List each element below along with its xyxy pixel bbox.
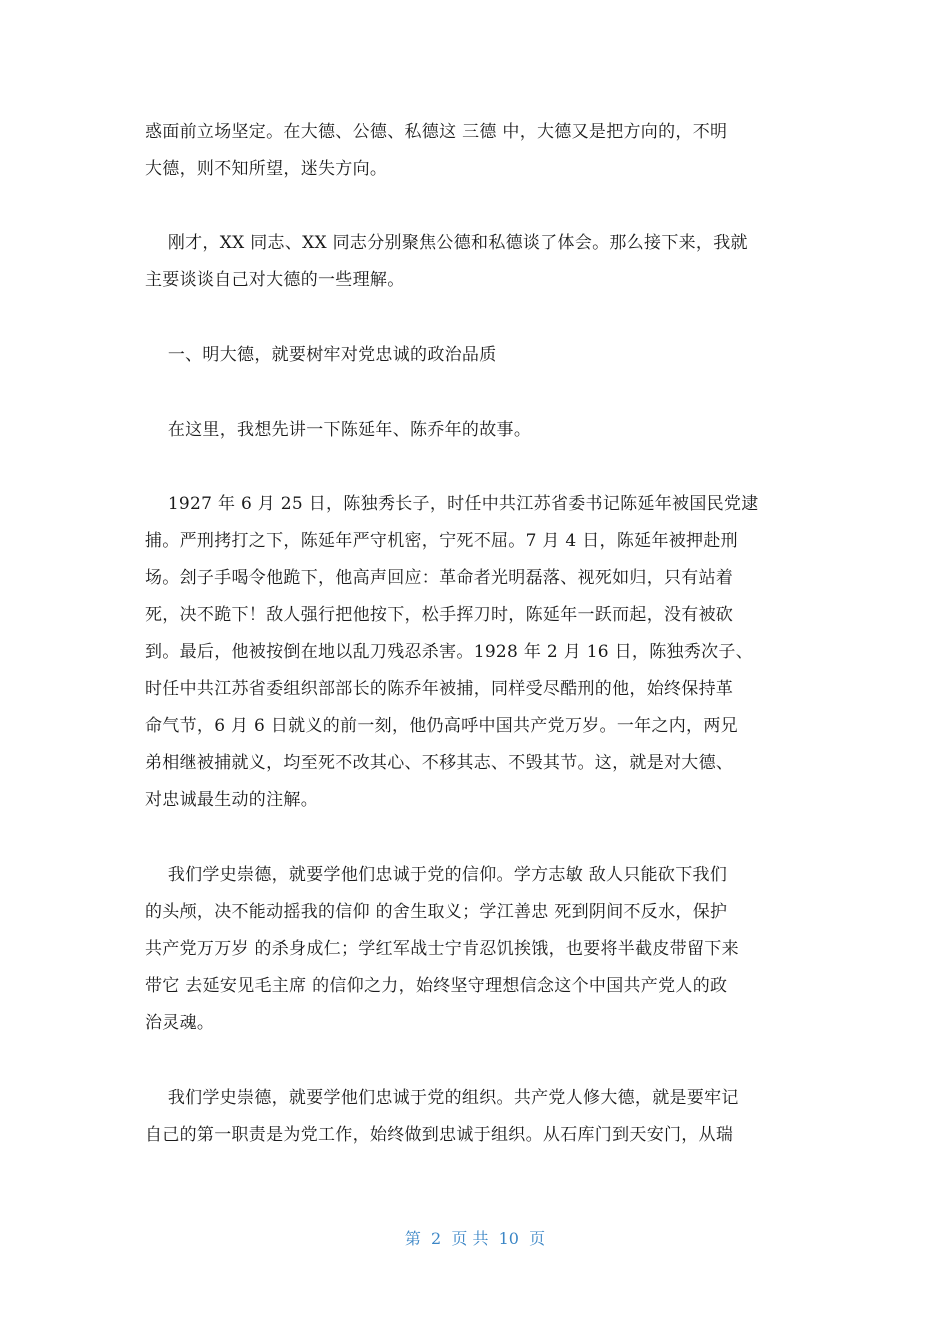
text-line: 对忠诚最生动的注解。	[145, 790, 318, 810]
text-line: 1927 年 6 月 25 日，陈独秀长子，时任中共江苏省委书记陈延年被国民党逮	[145, 494, 759, 514]
text-line: 死，决不跪下！敌人强行把他按下，松手挥刀时，陈延年一跃而起，没有被砍	[145, 605, 734, 625]
text-line: 主要谈谈自己对大德的一些理解。	[145, 270, 405, 290]
text-line: 惑面前立场坚定。在大德、公德、私德这 三德 中，大德又是把方向的，不明	[145, 122, 728, 142]
text-line: 场。刽子手喝令他跪下，他高声回应：革命者光明磊落、视死如归，只有站着	[145, 568, 734, 588]
text-line: 共产党万万岁 的杀身成仁；学红军战士宁肯忍饥挨饿，也要将半截皮带留下来	[145, 939, 739, 959]
text-line: 时任中共江苏省委组织部部长的陈乔年被捕，同样受尽酷刑的他，始终保持革	[145, 679, 734, 699]
page-number-footer: 第 2 页 共 10 页	[404, 1229, 546, 1248]
text-line: 刚才，XX 同志、XX 同志分别聚焦公德和私德谈了体会。那么接下来，我就	[145, 233, 748, 253]
text-line: 在这里，我想先讲一下陈延年、陈乔年的故事。	[145, 420, 532, 440]
text-line: 到。最后，他被按倒在地以乱刀残忍杀害。1928 年 2 月 16 日，陈独秀次子、	[145, 642, 754, 662]
text-line: 弟相继被捕就义，均至死不改其心、不移其志、不毁其节。这，就是对大德、	[145, 753, 734, 773]
text-line: 带它 去延安见毛主席 的信仰之力，始终坚守理想信念这个中国共产党人的政	[145, 976, 728, 996]
text-line: 我们学史崇德，就要学他们忠诚于党的信仰。学方志敏 敌人只能砍下我们	[145, 865, 728, 885]
text-line: 的头颅，决不能动摇我的信仰 的舍生取义；学江善忠 死到阴间不反水，保护	[145, 902, 728, 922]
text-line: 我们学史崇德，就要学他们忠诚于党的组织。共产党人修大德，就是要牢记	[145, 1088, 739, 1108]
text-line: 大德，则不知所望，迷失方向。	[145, 159, 388, 179]
text-line: 命气节，6 月 6 日就义的前一刻，他仍高呼中国共产党万岁。一年之内，两兄	[145, 716, 738, 736]
text-line: 捕。严刑拷打之下，陈延年严守机密，宁死不屈。7 月 4 日，陈延年被押赴刑	[145, 531, 738, 551]
section-heading: 一、明大德，就要树牢对党忠诚的政治品质	[145, 345, 497, 365]
text-line: 治灵魂。	[145, 1013, 215, 1033]
text-line: 自己的第一职责是为党工作，始终做到忠诚于组织。从石库门到天安门，从瑞	[145, 1125, 734, 1145]
